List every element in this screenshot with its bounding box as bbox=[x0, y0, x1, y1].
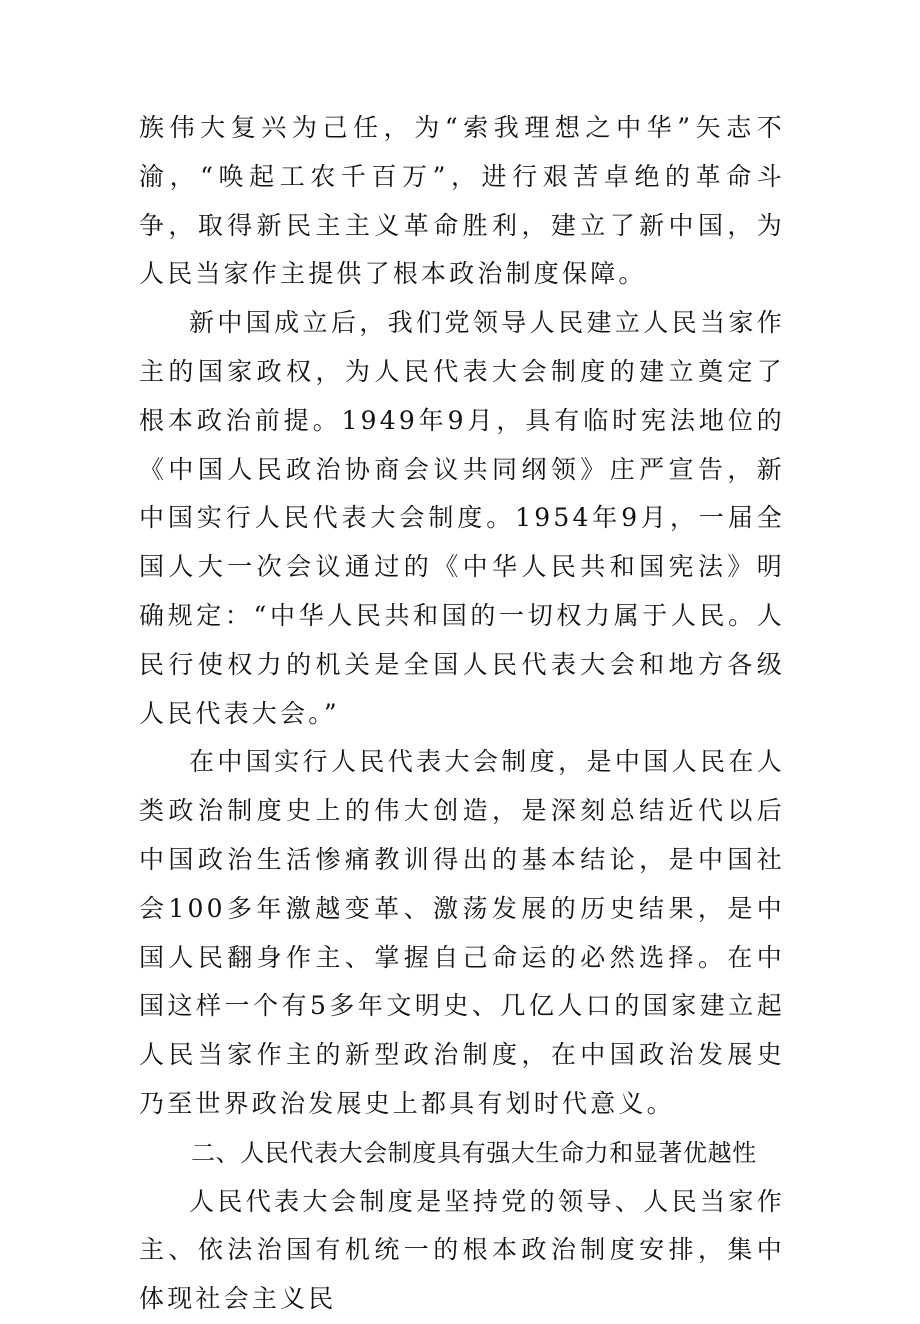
paragraph-1: 族伟大复兴为己任，为“索我理想之中华”矢志不渝，“唤起工农千百万”，进行艰苦卓绝的革命斗争，取得新民主主义革命胜利，建立了新中国，为人民当家作主提供了根本政治制度保障。 bbox=[139, 113, 785, 289]
paragraph-4: 人民代表大会制度是坚持党的领导、人民当家作主、依法治国有机统一的根本政治制度安排，集中体现社会主义民 bbox=[139, 1186, 785, 1314]
paragraph-3: 在中国实行人民代表大会制度，是中国人民在人类政治制度史上的伟大创造，是深刻总结近代以后中国政治生活惨痛教训得出的基本结论，是中国社会100多年激越变革、激荡发展的历史结果，是中国人民翻身作主、掌握自己命运的必然选择。在中国这样一个有5多年文明史、几亿人口的国家建立起人民当家作主的新型政治制度，在中国政治发展史乃至世界政治发展史上都具有划时代意义。 bbox=[139, 747, 785, 1118]
section-heading: 二、人民代表大会制度具有强大生命力和显著优越性 bbox=[191, 1138, 757, 1167]
paragraph-2: 新中国成立后，我们党领导人民建立人民当家作主的国家政权，为人民代表大会制度的建立奠定了根本政治前提。1949年9月，具有临时宪法地位的《中国人民政治协商会议共同纲领》庄严宣告，新中国实行人民代表大会制度。1954年9月，一届全国人大一次会议通过的《中华人民共和国宪法》明确规定：“中华人民共和国的一切权力属于人民。人民行使权力的机关是全国人民代表大会和地方各级人民代表大会。” bbox=[139, 308, 785, 728]
document-body bbox=[139, 104, 785, 1324]
